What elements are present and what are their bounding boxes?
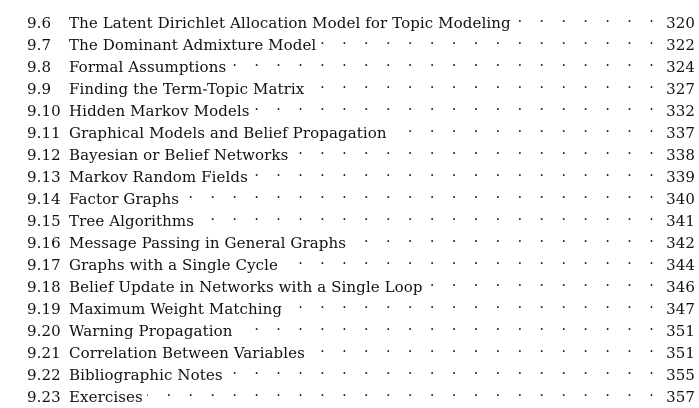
section-number: 9.17 [27,256,61,274]
page-number: 339 [660,166,695,188]
section-number: 9.11 [27,124,61,142]
toc-entry[interactable] [27,6,695,32]
dot-leader [183,182,660,204]
section-title: Message Passing in General Graphs [69,232,350,254]
section-title: The Latent Dirichlet Allocation Model for Topic Modeling [69,12,515,34]
section-title: Correlation Between Variables [69,342,309,364]
page-number: 351 [660,342,695,364]
page-number: 327 [660,78,695,100]
page-number: 338 [660,144,695,166]
page-number: 341 [660,210,695,232]
page-number: 324 [660,56,695,78]
dot-leader [198,204,660,226]
page-number: 351 [660,320,695,342]
dot-leader [309,336,660,358]
page-number: 355 [660,364,695,386]
dot-leader [230,50,660,72]
dot-leader [515,6,660,28]
dot-leader [286,292,660,314]
dot-leader [254,94,660,116]
dot-leader [227,358,660,380]
page-number: 332 [660,100,695,122]
section-title: Exercises [69,386,147,408]
dot-leader [237,314,661,336]
dot-leader [282,248,660,270]
section-title: The Dominant Admixture Model [69,34,320,56]
dot-leader [320,28,660,50]
section-title: Factor Graphs [69,188,183,210]
dot-leader [252,160,660,182]
section-number: 9.21 [27,344,61,362]
dot-leader [308,72,660,94]
section-number: 9.13 [27,168,61,186]
section-number: 9.22 [27,366,61,384]
section-title: Hidden Markov Models [69,100,254,122]
dot-leader [350,226,660,248]
section-number: 9.9 [27,80,52,98]
page-number: 344 [660,254,695,276]
dot-leader [292,138,660,160]
page-number: 347 [660,298,695,320]
table-of-contents [27,6,695,406]
section-number: 9.16 [27,234,61,252]
section-title: Warning Propagation [69,320,237,342]
page-number: 357 [660,386,695,408]
section-number: 9.6 [27,14,52,32]
section-number: 9.20 [27,322,61,340]
section-title: Bibliographic Notes [69,364,227,386]
section-title: Belief Update in Networks with a Single Loop [69,276,427,298]
section-title: Tree Algorithms [69,210,198,232]
section-number: 9.12 [27,146,61,164]
section-number: 9.23 [27,388,61,406]
section-number: 9.18 [27,278,61,296]
section-title: Finding the Term-Topic Matrix [69,78,308,100]
dot-leader [391,116,660,138]
section-title: Bayesian or Belief Networks [69,144,292,166]
page-number: 342 [660,232,695,254]
page-number: 346 [660,276,695,298]
page-number: 340 [660,188,695,210]
page-number: 322 [660,34,695,56]
section-title: Markov Random Fields [69,166,252,188]
section-title: Formal Assumptions [69,56,230,78]
section-number: 9.15 [27,212,61,230]
section-title: Graphical Models and Belief Propagation [69,122,391,144]
section-number: 9.10 [27,102,61,120]
section-title: Graphs with a Single Cycle [69,254,282,276]
section-number: 9.8 [27,58,52,76]
dot-leader [427,270,660,292]
section-title: Maximum Weight Matching [69,298,286,320]
page-number: 337 [660,122,695,144]
section-number: 9.7 [27,36,52,54]
dot-leader [147,380,660,402]
section-number: 9.19 [27,300,61,318]
section-number: 9.14 [27,190,61,208]
page-number: 320 [660,12,695,34]
